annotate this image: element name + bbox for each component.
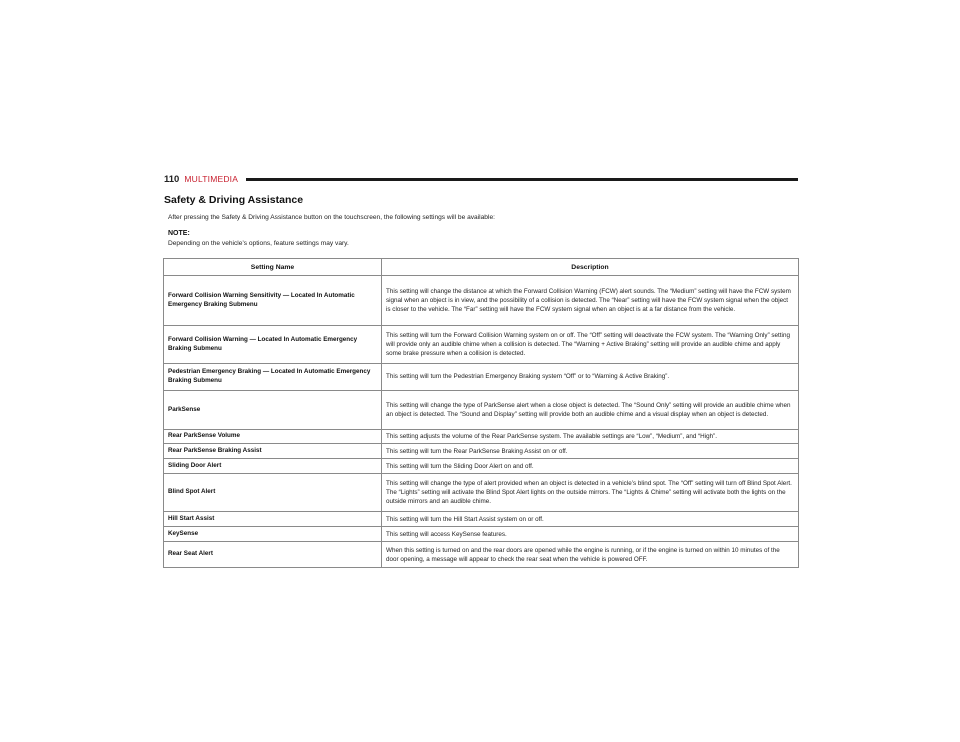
table-row (164, 326, 799, 364)
note-text: Depending on the vehicle’s options, feature settings may vary. (168, 240, 349, 247)
setting-name-cell: Sliding Door Alert (164, 459, 382, 474)
table-row (164, 527, 799, 542)
page-header (164, 172, 798, 186)
setting-name-cell: Hill Start Assist (164, 512, 382, 527)
setting-description-cell: This setting will turn the Rear ParkSense Braking Assist on or off. (382, 444, 799, 459)
note-label: NOTE: (168, 230, 190, 237)
table-header-row (164, 259, 799, 276)
table-row (164, 459, 799, 474)
setting-name-cell: Rear Seat Alert (164, 542, 382, 568)
setting-name-cell: ParkSense (164, 391, 382, 430)
settings-table (163, 258, 799, 568)
table-row (164, 391, 799, 430)
table-row (164, 276, 799, 326)
setting-name-cell: Forward Collision Warning Sensitivity — Located In Automatic Emergency Braking Submenu (164, 276, 382, 326)
setting-description-cell: This setting adjusts the volume of the Rear ParkSense system. The available settings are “Low”, “Medium”, and “High”. (382, 430, 799, 444)
setting-description-cell: This setting will turn the Pedestrian Emergency Braking system “Off” or to “Warning & Active Braking”. (382, 364, 799, 391)
setting-description-cell: This setting will access KeySense features. (382, 527, 799, 542)
intro-text: After pressing the Safety & Driving Assistance button on the touchscreen, the following settings will be available: (168, 214, 495, 221)
setting-name-cell: Rear ParkSense Braking Assist (164, 444, 382, 459)
setting-name-cell: Forward Collision Warning — Located In Automatic Emergency Braking Submenu (164, 326, 382, 364)
setting-description-cell: When this setting is turned on and the rear doors are opened while the engine is running, or if the engine is turned on within 10 minutes of the door opening, a message will appear to check the rear seat when the vehicle is powered OFF. (382, 542, 799, 568)
setting-description-cell: This setting will turn the Sliding Door Alert on and off. (382, 459, 799, 474)
setting-name-cell: Pedestrian Emergency Braking — Located In Automatic Emergency Braking Submenu (164, 364, 382, 391)
table-row (164, 512, 799, 527)
table-row (164, 542, 799, 568)
setting-name-cell: Rear ParkSense Volume (164, 430, 382, 444)
setting-name-cell: KeySense (164, 527, 382, 542)
setting-description-cell: This setting will change the type of alert provided when an object is detected in a vehicle’s blind spot. The “Off” setting will turn off Blind Spot Alert. The “Lights” setting will activate the Blind Spot Alert lights on the outside mirrors. The “Lights & Chime” setting will activate both the lights on the outside mirrors and an audible chime. (382, 474, 799, 512)
page-number: 110 (164, 173, 180, 185)
table-row (164, 364, 799, 391)
header-rule (246, 178, 798, 181)
setting-description-cell: This setting will change the distance at which the Forward Collision Warning (FCW) alert sounds. The “Medium” setting will have the FCW system signal when an object is in view, and the possibility of a collision is detected. The “Near” setting will have the FCW system signal when the object is closer to the vehicle. The “Far” setting will have the FCW system signal when an object is at a far distance from the vehicle. (382, 276, 799, 326)
header-setting-name: Setting Name (164, 259, 382, 276)
table-row (164, 430, 799, 444)
table-row (164, 474, 799, 512)
setting-description-cell: This setting will turn the Forward Collision Warning system on or off. The “Off” setting will deactivate the FCW system. The “Warning Only” setting will provide only an audible chime when a collision is detected. The “Warning + Active Braking” setting will provide an audible chime and apply some brake pressure when a collision is detected. (382, 326, 799, 364)
header-description: Description (382, 259, 799, 276)
setting-name-cell: Blind Spot Alert (164, 474, 382, 512)
section-title: Safety & Driving Assistance (164, 194, 304, 206)
setting-description-cell: This setting will turn the Hill Start Assist system on or off. (382, 512, 799, 527)
table-row (164, 444, 799, 459)
setting-description-cell: This setting will change the type of ParkSense alert when a close object is detected. The “Sound Only” setting will provide an audible chime when an object is detected. The “Sound and Display” setting will provide both an audible chime and a visual display when an object is detected. (382, 391, 799, 430)
chapter-name: MULTIMEDIA (184, 174, 239, 184)
